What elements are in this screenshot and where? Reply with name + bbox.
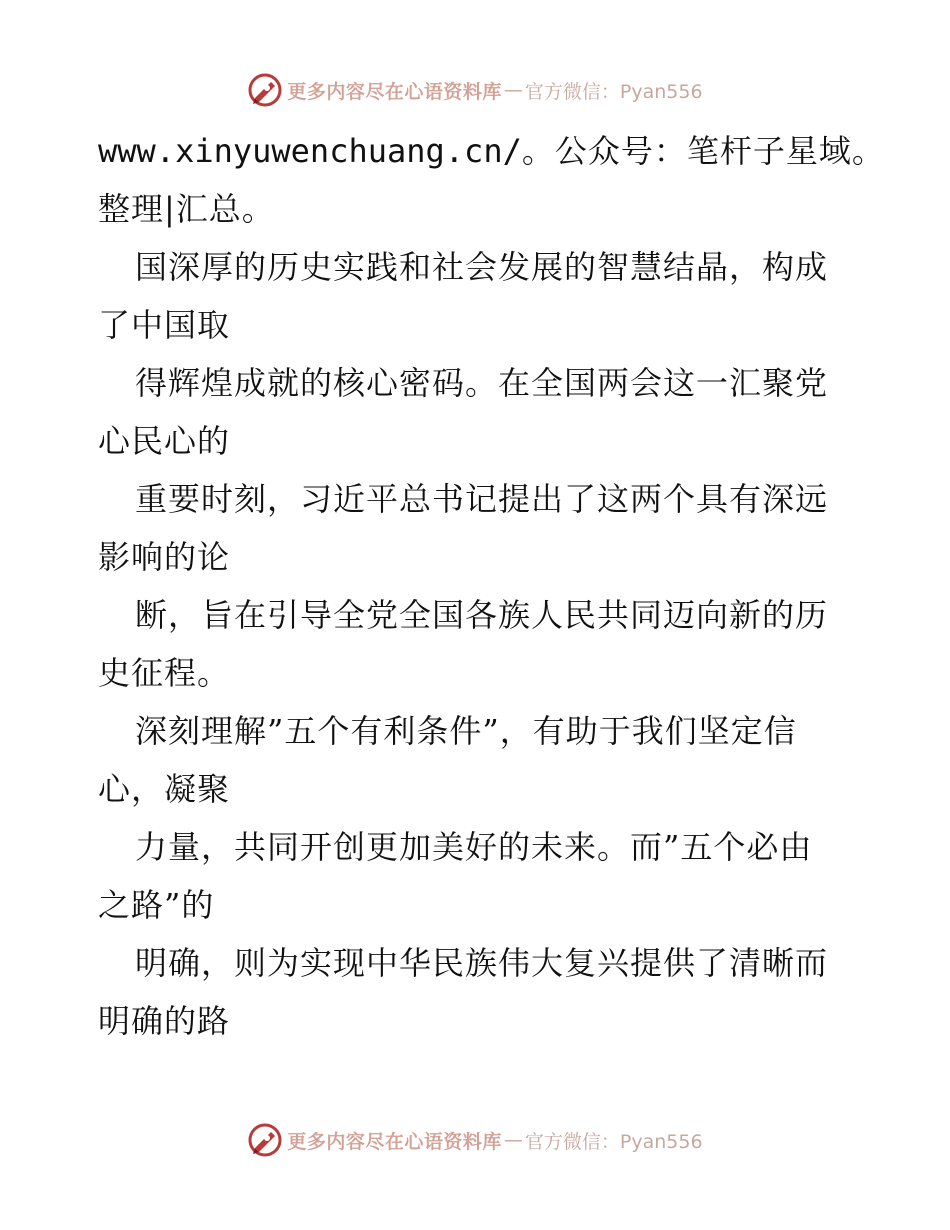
banner-wechat-text: 官方微信：Pyan556	[524, 1130, 703, 1153]
text-line: 之路”的	[98, 886, 215, 924]
source-suffix: 。公众号：笔杆子星域。	[521, 132, 885, 170]
banner-dash: —	[503, 79, 523, 101]
text-line: 国深厚的历史实践和社会发展的智慧结晶，构成	[135, 248, 829, 286]
document-body	[98, 122, 885, 1050]
banner-main-text: 更多内容尽在心语资料库	[287, 80, 502, 103]
text-line: 明确的路	[98, 1002, 231, 1040]
banner-wechat-text: 官方微信：Pyan556	[524, 80, 703, 103]
banner-dash: —	[503, 1129, 523, 1151]
text-line: 史征程。	[98, 654, 231, 692]
header-banner	[0, 70, 950, 110]
pen-logo-icon	[247, 72, 283, 108]
source-url: www.xinyuwenchuang.cn/	[98, 132, 522, 170]
text-line: 了中国取	[98, 306, 231, 344]
text-line: 影响的论	[98, 538, 231, 576]
text-line: 得辉煌成就的核心密码。在全国两会这一汇聚党	[135, 364, 829, 402]
paragraph	[98, 238, 858, 1050]
text-line: 深刻理解”五个有利条件”，有助于我们坚定信	[135, 712, 797, 750]
text-line: 心民心的	[98, 422, 231, 460]
text-line: 明确，则为实现中华民族伟大复兴提供了清晰而	[135, 944, 829, 982]
compile-line: 整理|汇总。	[98, 190, 275, 228]
text-line: 重要时刻，习近平总书记提出了这两个具有深远	[135, 480, 829, 518]
banner-main-text: 更多内容尽在心语资料库	[287, 1130, 502, 1153]
text-line: 心，凝聚	[98, 770, 231, 808]
text-line: 断，旨在引导全党全国各族人民共同迈向新的历	[135, 596, 829, 634]
footer-banner	[0, 1120, 950, 1160]
text-line: 力量，共同开创更加美好的未来。而”五个必由	[135, 828, 813, 866]
source-line	[98, 122, 885, 180]
pen-logo-icon	[247, 1122, 283, 1158]
